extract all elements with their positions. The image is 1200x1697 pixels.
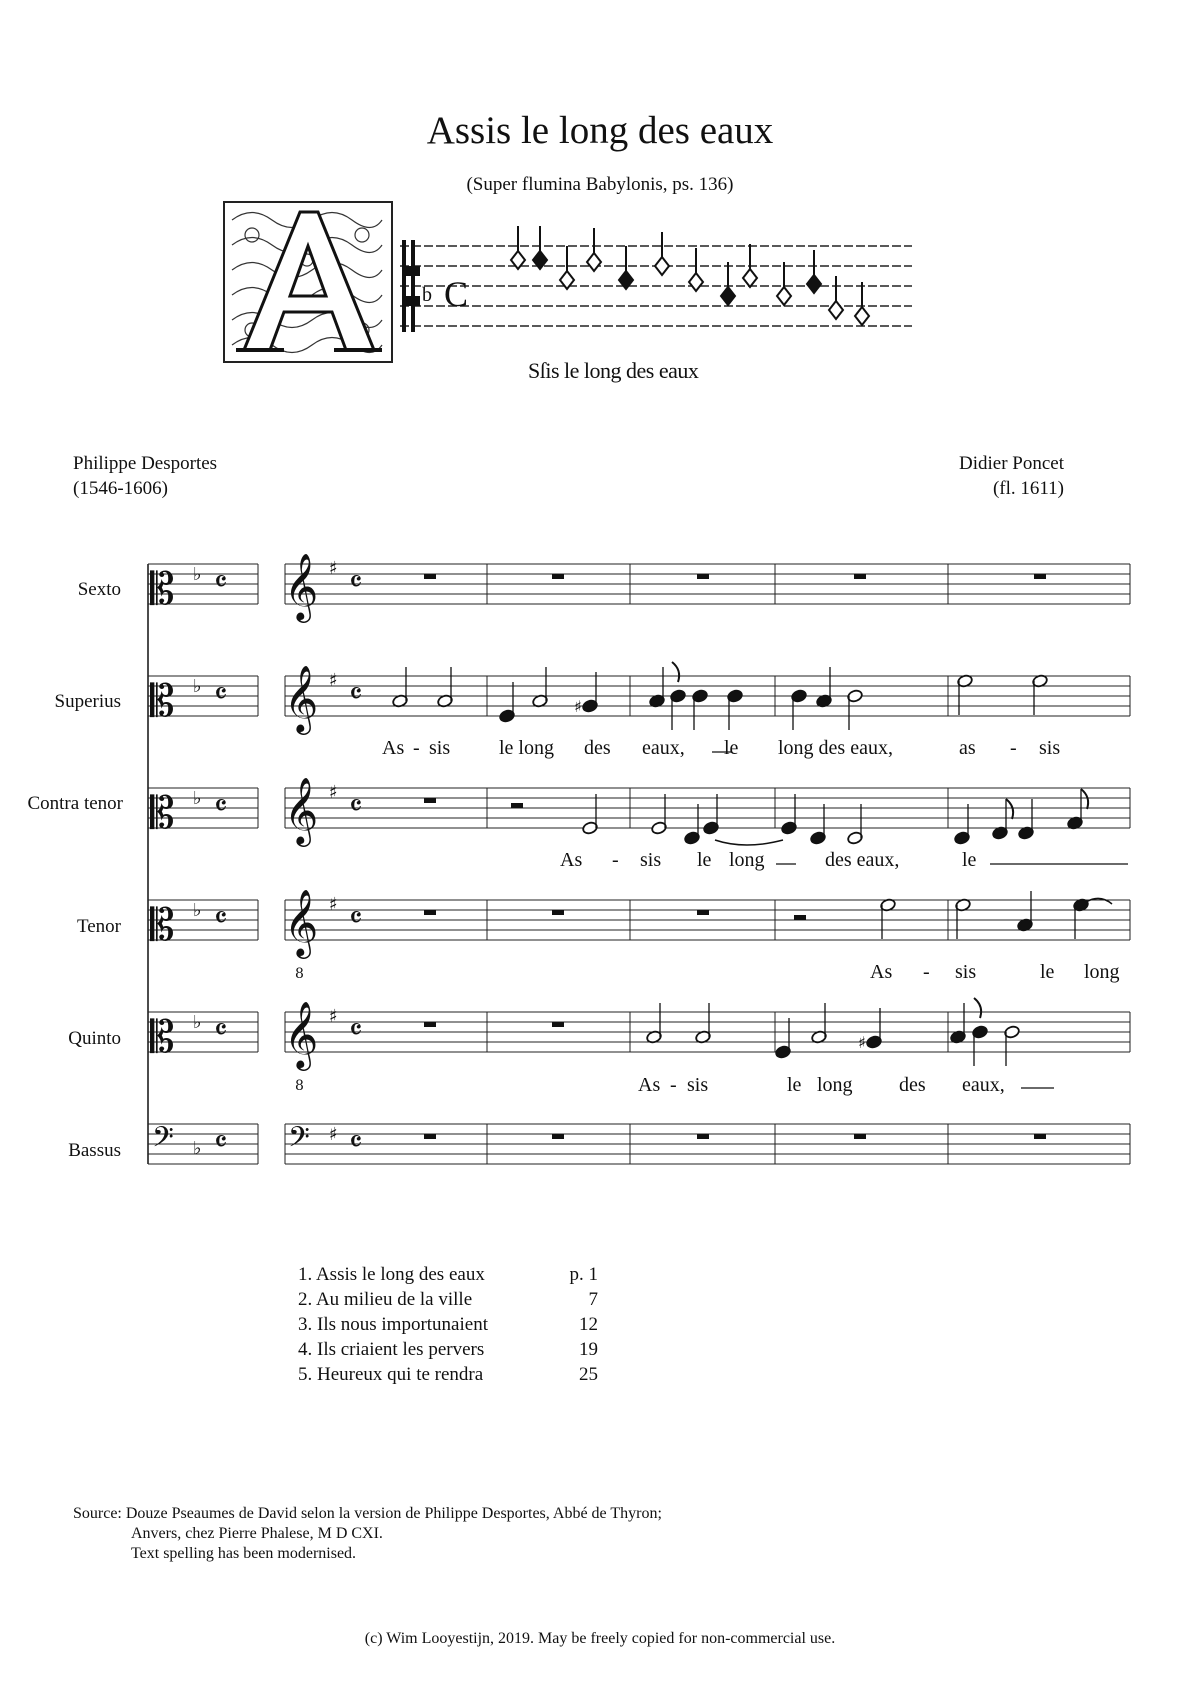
voice-name-contra-tenor: Contra tenor — [27, 793, 123, 814]
common-time-icon: 𝄴 — [349, 1013, 363, 1048]
sharp-icon: ♯ — [574, 697, 582, 716]
source-line: Anvers, chez Pierre Phalese, M D CXI. — [131, 1525, 383, 1542]
half-rest — [794, 915, 806, 920]
lyric-syllable: As — [638, 1074, 661, 1096]
note-flag — [672, 662, 679, 682]
incipit-note — [829, 301, 843, 319]
c-clef-icon: 𝄡 — [150, 564, 175, 615]
lyric-syllable: - — [612, 849, 619, 871]
lyric-syllable: le — [787, 1074, 802, 1096]
lyric-syllable: long — [729, 849, 765, 871]
c-clef-icon: 𝄡 — [150, 676, 175, 727]
tie — [715, 840, 783, 845]
flat-icon: ♭ — [193, 1138, 202, 1159]
lyric-syllable: eaux, — [642, 737, 685, 759]
c-clef-icon: 𝄡 — [150, 788, 175, 839]
sharp-icon: ♯ — [329, 670, 338, 691]
ornamental-initial-a-icon — [224, 202, 392, 362]
contents-item-title: 1. Assis le long des eaux — [298, 1264, 485, 1285]
whole-rest — [854, 574, 866, 579]
whole-rest — [552, 1134, 564, 1139]
sharp-icon: ♯ — [329, 1124, 338, 1145]
incipit-note — [689, 273, 703, 291]
lyric-syllable: sis — [1039, 737, 1061, 759]
voice-name-bassus: Bassus — [68, 1140, 121, 1161]
half-rest — [511, 803, 523, 808]
lyric-syllable: - — [923, 961, 930, 983]
bass-clef-icon: 𝄢 — [288, 1121, 310, 1161]
contents-item — [298, 1287, 598, 1312]
lyric-syllable: As — [560, 849, 583, 871]
note-flag — [1006, 799, 1013, 819]
flat-icon: ♭ — [193, 564, 202, 585]
poet-credit — [73, 451, 217, 501]
contents-item — [298, 1337, 598, 1362]
incipit-note — [855, 307, 869, 325]
contents-item-page: p. 1 — [569, 1264, 598, 1285]
contents-item — [298, 1362, 598, 1387]
common-time-icon: 𝄴 — [214, 1013, 228, 1048]
source-line: Text spelling has been modernised. — [131, 1545, 357, 1562]
contents-list — [298, 1262, 598, 1387]
page-subtitle: (Super flumina Babylonis, ps. 136) — [466, 174, 734, 195]
whole-rest — [697, 574, 709, 579]
tie — [1086, 898, 1112, 904]
contents-item-title: 5. Heureux qui te rendra — [298, 1364, 484, 1385]
whole-rest — [424, 910, 436, 915]
incipit-notes — [511, 226, 869, 325]
lyric-syllable: le — [697, 849, 712, 871]
common-time-icon: 𝄴 — [349, 677, 363, 712]
lyric-syllable: As — [870, 961, 893, 983]
treble-clef-icon: 𝄞 — [284, 552, 319, 620]
contents-item-page: 19 — [579, 1339, 598, 1360]
voice-name-tenor: Tenor — [76, 916, 121, 937]
sharp-icon: ♯ — [329, 894, 338, 915]
lyric-syllable: sis — [429, 737, 451, 759]
whole-rest — [424, 1022, 436, 1027]
lyric-syllable: le long — [499, 737, 554, 759]
common-time-icon: 𝄴 — [214, 789, 228, 824]
poet-name: Philippe Desportes — [73, 453, 218, 474]
contents-item-title: 3. Ils nous importunaient — [298, 1314, 488, 1335]
source-note — [73, 1504, 662, 1564]
copyright-notice: (c) Wim Looyestijn, 2019. May be freely copied for non-commercial use. — [364, 1630, 836, 1647]
whole-rest — [697, 1134, 709, 1139]
lyric-syllable: des — [584, 737, 611, 759]
treble-clef-icon: 𝄞 — [284, 1000, 319, 1068]
flat-icon: ♭ — [193, 900, 202, 921]
c-clef-icon: 𝄡 — [150, 1012, 175, 1063]
whole-rest — [424, 574, 436, 579]
whole-rest — [697, 910, 709, 915]
voice-name-quinto: Quinto — [68, 1028, 121, 1049]
contents-item-title: 4. Ils criaient les pervers — [298, 1339, 485, 1360]
source-line: Source: Douze Pseaumes de David selon la version de Philippe Desportes, Abbé de Thyron; — [73, 1505, 662, 1522]
contents-item-page: 7 — [588, 1289, 598, 1310]
whole-rest — [1034, 574, 1046, 579]
incipit-lyrics: Sſis le long des eaux — [528, 358, 699, 383]
incipit-flat-icon: b — [422, 284, 432, 306]
lyric-syllable: sis — [687, 1074, 709, 1096]
whole-rest — [1034, 1134, 1046, 1139]
treble-clef-icon: 𝄞 — [284, 776, 319, 844]
contents-item-page: 25 — [579, 1364, 598, 1385]
poet-dates: (1546-1606) — [73, 478, 168, 499]
sharp-icon: ♯ — [329, 558, 338, 579]
common-time-icon: 𝄴 — [349, 901, 363, 936]
note-flag — [1081, 789, 1088, 809]
sharp-icon: ♯ — [329, 1006, 338, 1027]
common-time-icon: 𝄴 — [214, 901, 228, 936]
contents-item — [298, 1312, 598, 1337]
composer-name: Didier Poncet — [958, 453, 1064, 474]
whole-rest — [424, 1134, 436, 1139]
lyric-syllable: des — [899, 1074, 926, 1096]
c-clef-icon: 𝄡 — [150, 900, 175, 951]
treble-clef-icon: 𝄞 — [284, 888, 319, 956]
contents-item — [298, 1262, 598, 1287]
whole-rest — [552, 1022, 564, 1027]
incipit-note — [587, 253, 601, 271]
lyric-syllable: As — [382, 737, 405, 759]
octave-marking: 8 — [295, 1078, 304, 1094]
composer-dates: (fl. 1611) — [992, 478, 1064, 499]
lyric-syllable: as — [959, 737, 976, 759]
lyric-syllable: long — [817, 1074, 853, 1096]
composer-credit — [959, 451, 1064, 501]
lyric-syllable: eaux, — [962, 1074, 1005, 1096]
incipit-note — [743, 269, 757, 287]
voice-name-superius: Superius — [54, 691, 121, 712]
bass-clef-icon: 𝄢 — [152, 1121, 174, 1161]
lyric-syllable: - — [1010, 737, 1017, 759]
sharp-icon: ♯ — [329, 782, 338, 803]
octave-marking: 8 — [295, 966, 304, 982]
voice-name-sexto: Sexto — [77, 579, 121, 600]
flat-icon: ♭ — [193, 1012, 202, 1033]
score-system — [0, 540, 1200, 1180]
flat-icon: ♭ — [193, 788, 202, 809]
whole-rest — [424, 798, 436, 803]
lyric-syllable: long — [1084, 961, 1120, 983]
common-time-icon: 𝄴 — [349, 789, 363, 824]
common-time-icon: 𝄴 — [214, 677, 228, 712]
incipit-note — [807, 275, 821, 293]
lyric-syllable: - — [413, 737, 420, 759]
incipit-note — [655, 257, 669, 275]
common-time-icon: 𝄴 — [349, 1125, 363, 1160]
page-title: Assis le long des eaux — [426, 109, 774, 152]
common-time-icon: 𝄴 — [214, 1125, 228, 1160]
incipit-facsimile — [222, 200, 922, 380]
whole-rest — [552, 910, 564, 915]
note-flag — [974, 998, 981, 1018]
lyric-syllable: le — [724, 737, 739, 759]
flat-icon: ♭ — [193, 676, 202, 697]
lyric-syllable: le — [1040, 961, 1055, 983]
lyric-syllable: sis — [640, 849, 662, 871]
lyric-syllable: sis — [955, 961, 977, 983]
lyric-syllable: le — [962, 849, 977, 871]
sharp-icon: ♯ — [858, 1033, 866, 1052]
common-time-icon: 𝄴 — [349, 565, 363, 600]
incipit-note — [777, 287, 791, 305]
contents-item-title: 2. Au milieu de la ville — [298, 1289, 473, 1310]
common-time-icon: 𝄴 — [214, 565, 228, 600]
treble-clef-icon: 𝄞 — [284, 664, 319, 732]
lyric-syllable: - — [670, 1074, 677, 1096]
incipit-note — [721, 287, 735, 305]
whole-rest — [552, 574, 564, 579]
whole-rest — [854, 1134, 866, 1139]
lyric-syllable: long des eaux, — [778, 737, 893, 759]
incipit-mensuration-icon: C — [444, 274, 469, 314]
lyric-syllable: des eaux, — [825, 849, 900, 871]
contents-item-page: 12 — [579, 1314, 598, 1335]
